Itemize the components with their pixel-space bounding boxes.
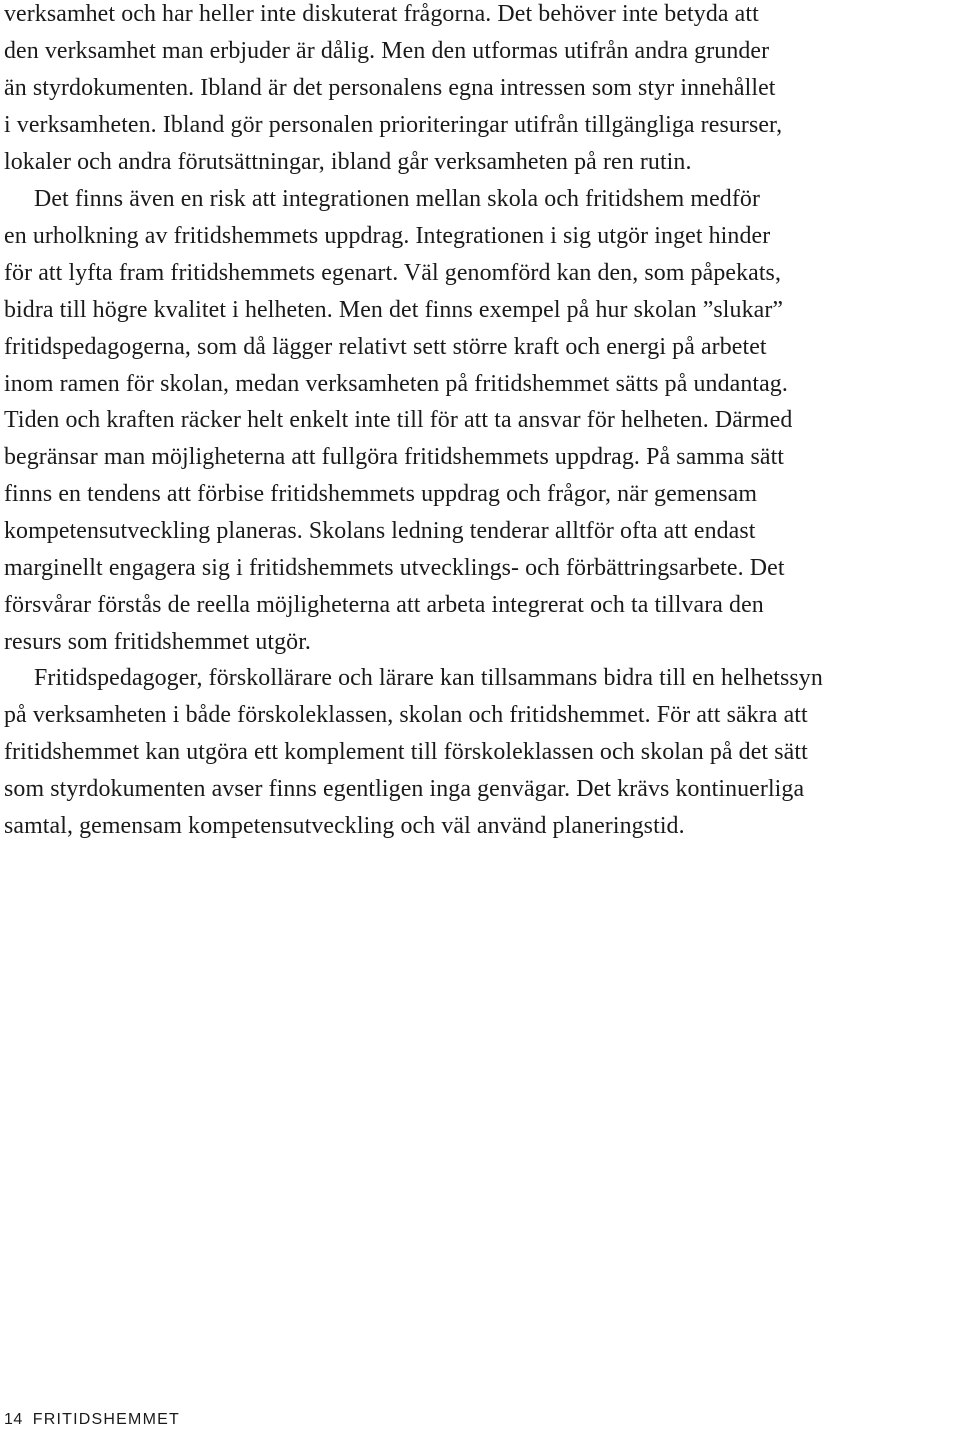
text-line: som styrdokumenten avser finns egentligen inga genvägar. Det krävs kontinuerliga [4,776,805,802]
text-line-indented: Fritidspedagoger, förskollärare och lärare kan tillsammans bidra till en helhetssyn [34,665,823,691]
text-line: på verksamheten i både förskoleklassen, skolan och fritidshemmet. För att säkra att [4,702,808,728]
text-line: Tiden och kraften räcker helt enkelt inte till för att ta ansvar för helheten. Därmed [4,407,793,433]
text-line: inom ramen för skolan, medan verksamheten på fritidshemmet sätts på undantag. [4,371,788,397]
text-line: den verksamhet man erbjuder är dålig. Men den utformas utifrån andra grunder [4,38,770,64]
text-line: verksamhet och har heller inte diskuterat frågorna. Det behöver inte betyda att [4,1,759,27]
running-title: FRITIDSHEMMET [32,1411,180,1428]
text-line: resurs som fritidshemmet utgör. [4,629,312,655]
text-line: begränsar man möjligheterna att fullgöra fritidshemmets uppdrag. På samma sätt [4,444,785,470]
text-line: än styrdokumenten. Ibland är det personalens egna intressen som styr innehållet [4,75,776,101]
page-footer [4,1408,180,1432]
text-line: kompetensutveckling planeras. Skolans ledning tenderar alltför ofta att endast [4,518,756,544]
text-line: en urholkning av fritidshemmets uppdrag. Integrationen i sig utgör inget hinder [4,223,771,249]
text-line: försvårar förstås de reella möjligheterna att arbeta integrerat och ta tillvara den [4,592,764,618]
text-line-indented: Det finns även en risk att integrationen mellan skola och fritidshem medför [34,186,761,212]
text-line: lokaler och andra förutsättningar, ibland går verksamheten på ren rutin. [4,149,692,175]
text-line: bidra till högre kvalitet i helheten. Men det finns exempel på hur skolan ”slukar” [4,297,784,323]
text-line: finns en tendens att förbise fritidshemmets uppdrag och frågor, när gemensam [4,481,758,507]
text-line: fritidspedagogerna, som då lägger relativt sett större kraft och energi på arbetet [4,334,767,360]
text-line: för att lyfta fram fritidshemmets egenart. Väl genomförd kan den, som påpekats, [4,260,782,286]
text-line: i verksamheten. Ibland gör personalen prioriteringar utifrån tillgängliga resurser, [4,112,783,138]
text-line: marginellt engagera sig i fritidshemmets utvecklings- och förbättringsarbete. Det [4,555,785,581]
text-line: samtal, gemensam kompetensutveckling och väl använd planeringstid. [4,813,685,839]
text-line: fritidshemmet kan utgöra ett komplement till förskoleklassen och skolan på det sätt [4,739,808,765]
page-number: 14 [4,1411,23,1428]
